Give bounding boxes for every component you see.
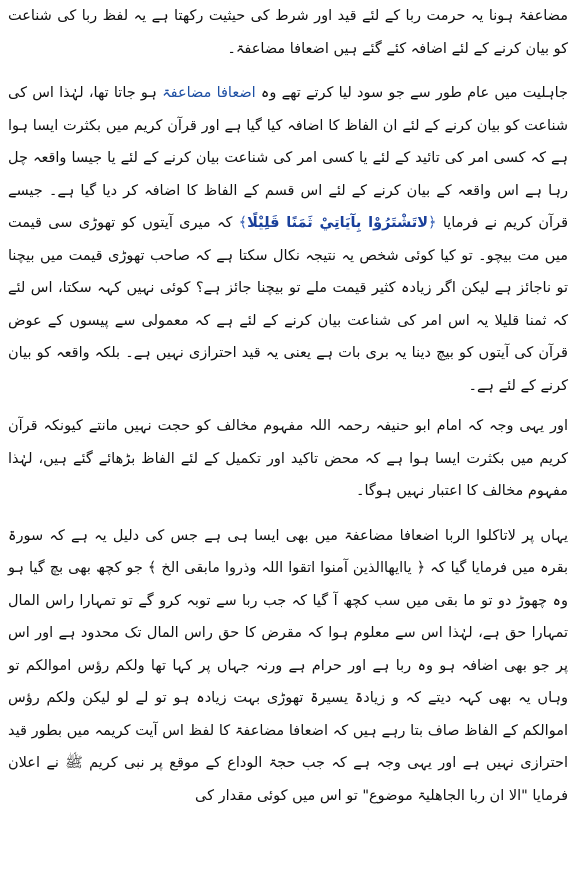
paragraph-jahiliyya-after: کہ میری آیتوں کو تھوڑی سی قیمت میں مت بیچو۔ تو کیا کوئی شخص یہ نتیجہ نکال سکتا ہے کہ صاحب تھوڑی قیمت میں بیچنا تو ناجائز ہے لیکن اگر زیادہ کثیر قیمت ملے تو بیچنا جائز ہے؟ کوئی نہیں کہہ سکتا، اس لئے کہ ثمنا قلیلا یہ اس امر کی شناعت بیان کرنے کے لئے ہے کہ معمولی سے پیسوں کے عوض قرآن کی آیتوں کو بیچ دینا یہ بری بات ہے یعنی یہ قید احترازی نہیں ہے۔ بلکہ واقعہ کو بیان کرنے کے لئے ہے۔: [8, 215, 568, 394]
document-page: [8, 0, 568, 873]
paragraph-intro-text: مضاعفۃ ہونا یہ حرمت ربا کے لئے قید اور شرط کی حیثیت رکھتا ہے یہ لفظ ربا کی شناعت کو بیان کرنے کے لئے اضافہ کئے گئے ہیں اضعافا مضاعفۃ۔: [8, 8, 568, 57]
quranic-verse: لاتَشْتَرُوْا بِآيَاتِيْ ثَمَنًا قَلِيْلًا: [247, 215, 429, 231]
paragraph-jahiliyya: [8, 77, 568, 402]
highlighted-term: اضعافا مضاعفۃ: [162, 85, 256, 101]
paragraph-abu-hanifa: [8, 410, 568, 508]
paragraph-baqara-text: یہاں پر لاتاکلوا الربا اضعافا مضاعفۃ میں بھی ایسا ہی ہے جس کی دلیل یہ ہے کہ سورۃ بقرہ میں فرمایا گیا کہ ﴿ یاایھاالذین آمنوا اتقوا اللہ وذروا مابقی الخ ﴾ جو کچھ بھی بچ گیا ہو وہ چھوڑ دو تو ما بقی میں سب کچھ آ گیا کہ جب ربا سے توبہ کرو گے تو تمہارا راس المال تمہارا حق ہے، لہٰذا اس سے معلوم ہوا کہ مقرض کا حق راس المال تک محدود ہے اور اس پر جو بھی اضافہ ہو وہ ربا ہے اور حرام ہے ورنہ جہاں پر کہا تھا ولکم رؤس اموالکم تو وہاں یہ بھی کہہ دیتے کہ و زیادۃ یسیرۃ تھوڑی بہت زیادہ ہو تو لے لو لیکن ولکم رؤس اموالکم کے الفاظ صاف بتا رہے ہیں کہ اضعافا مضاعفۃ کا لفظ اس آیت کریمہ میں بطور قید احترازی نہیں ہے اور یہی وجہ ہے کہ جب حجۃ الوداع کے موقع پر نبی کریم ﷺ نے اعلان فرمایا "الا ان ربا الجاھلیۃ موضوع" تو اس میں کوئی مقدار کی: [8, 527, 568, 804]
paragraph-intro: [8, 0, 568, 65]
paragraph-jahiliyya-middle: ہو جاتا تھا، لہٰذا اس کی شناعت کو بیان کرنے کے لئے ان الفاظ کا اضافہ کیا گیا ہے اور قرآن کریم میں بکثرت ایسا ہوا ہے کہ کسی امر کی تائید کے لئے یا کسی امر کی شناعت بیان کرنے کے لئے یا جیسا واقعہ چل رہا ہے اس واقعہ کے بیان کرنے کے لئے اس قسم کے الفاظ کا اضافہ کر دیا گیا ہے۔ جیسے قرآن کریم نے فرمایا: [8, 85, 569, 231]
ayah-bracket-open: ﴿: [428, 215, 437, 231]
paragraph-jahiliyya-before: جاہلیت میں عام طور سے جو سود لیا کرتے تھے وہ: [255, 85, 568, 101]
paragraph-abu-hanifa-text: اور یہی وجہ کہ امام ابو حنیفہ رحمہ اللہ مفہوم مخالف کو حجت نہیں مانتے کیونکہ قرآن کریم میں بکثرت ایسا ہوا ہے کہ محض تاکید اور تکمیل کے لئے الفاظ بڑھائے گئے ہیں، لہٰذا مفہوم مخالف کا اعتبار نہیں ہوگا۔: [8, 418, 568, 499]
ayah-bracket-close: ﴾: [238, 215, 248, 231]
paragraph-baqara: [8, 520, 568, 813]
